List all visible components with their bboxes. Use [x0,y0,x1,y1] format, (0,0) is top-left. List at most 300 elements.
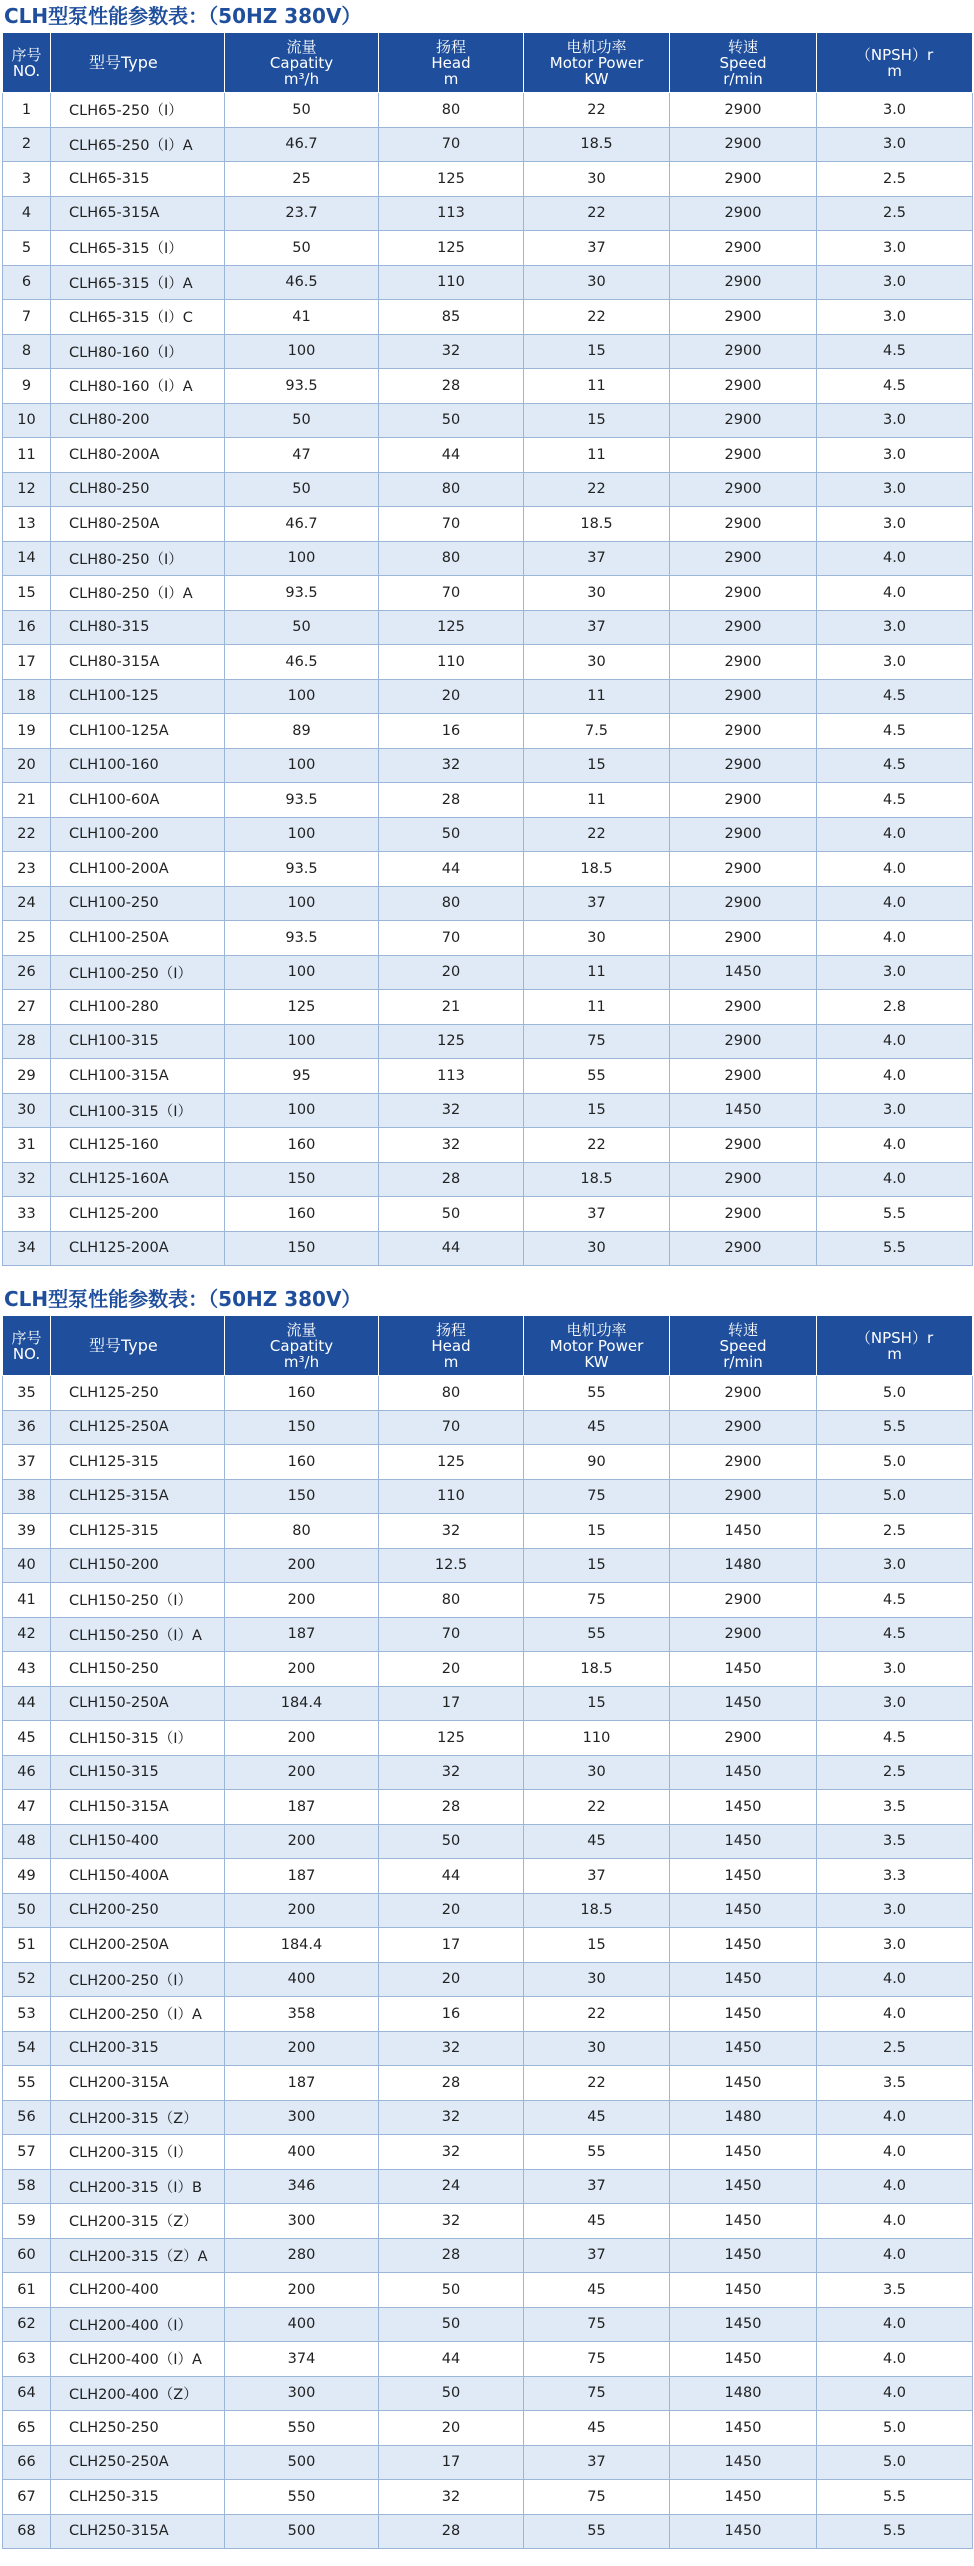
header-head [379,1316,524,1376]
cell-flow: 346 [225,2169,379,2204]
table-row [3,990,973,1025]
cell-speed: 1450 [670,1893,817,1928]
cell-head: 32 [379,334,524,369]
cell-npsh: 3.5 [817,2273,973,2308]
cell-no: 21 [3,783,51,818]
table-row [3,2238,973,2273]
cell-npsh: 4.0 [817,2376,973,2411]
cell-flow: 125 [225,990,379,1025]
cell-model: CLH200-400（I）A [51,2342,225,2377]
table-row [3,1893,973,1928]
cell-power: 37 [524,541,670,576]
header-label: 转速 [727,37,758,56]
cell-npsh: 3.0 [817,955,973,990]
cell-head: 20 [379,1652,524,1687]
header-label: m [887,1344,902,1363]
cell-head: 16 [379,1997,524,2032]
table-row [3,1059,973,1094]
table-row [3,1128,973,1163]
cell-flow: 100 [225,334,379,369]
cell-head: 44 [379,438,524,473]
cell-no: 37 [3,1445,51,1480]
table-row [3,1962,973,1997]
cell-head: 80 [379,93,524,128]
table-row [3,1755,973,1790]
table-row [3,610,973,645]
cell-power: 37 [524,610,670,645]
cell-flow: 93.5 [225,576,379,611]
cell-flow: 280 [225,2238,379,2273]
table-row [3,852,973,887]
cell-npsh: 3.5 [817,1790,973,1825]
cell-npsh: 4.0 [817,2135,973,2170]
cell-no: 10 [3,403,51,438]
cell-power: 15 [524,1928,670,1963]
cell-speed: 2900 [670,1162,817,1197]
cell-model: CLH100-200A [51,852,225,887]
cell-speed: 2900 [670,886,817,921]
cell-no: 59 [3,2204,51,2239]
table-row [3,1548,973,1583]
cell-power: 37 [524,2238,670,2273]
cell-npsh: 5.0 [817,1479,973,1514]
cell-no: 31 [3,1128,51,1163]
table-row [3,748,973,783]
cell-no: 14 [3,541,51,576]
header-npsh [817,1316,973,1376]
cell-no: 22 [3,817,51,852]
cell-power: 22 [524,1997,670,2032]
table-row [3,2307,973,2342]
table-row [3,403,973,438]
cell-speed: 2900 [670,679,817,714]
cell-head: 113 [379,1059,524,1094]
cell-head: 125 [379,610,524,645]
cell-no: 17 [3,645,51,680]
cell-npsh: 3.0 [817,1093,973,1128]
cell-no: 54 [3,2031,51,2066]
cell-npsh: 4.5 [817,1721,973,1756]
table-row [3,300,973,335]
cell-model: CLH65-250（I）A [51,127,225,162]
table-row [3,1162,973,1197]
cell-model: CLH65-315（I）A [51,265,225,300]
cell-no: 55 [3,2066,51,2101]
cell-npsh: 4.0 [817,1962,973,1997]
cell-no: 44 [3,1686,51,1721]
cell-head: 17 [379,1928,524,1963]
table-section-2 [0,1283,974,2549]
table-row [3,507,973,542]
cell-speed: 1450 [670,2066,817,2101]
cell-no: 3 [3,162,51,197]
cell-npsh: 3.0 [817,265,973,300]
header-label: 型号Type [89,52,158,72]
cell-head: 32 [379,1093,524,1128]
cell-flow: 95 [225,1059,379,1094]
cell-head: 125 [379,1721,524,1756]
cell-no: 8 [3,334,51,369]
cell-flow: 89 [225,714,379,749]
cell-no: 2 [3,127,51,162]
cell-npsh: 4.5 [817,783,973,818]
cell-model: CLH100-200 [51,817,225,852]
cell-npsh: 4.0 [817,541,973,576]
cell-npsh: 4.0 [817,1024,973,1059]
table-row [3,645,973,680]
table-row [3,1652,973,1687]
cell-head: 44 [379,2342,524,2377]
cell-no: 18 [3,679,51,714]
cell-no: 53 [3,1997,51,2032]
cell-model: CLH100-250 [51,886,225,921]
section-title: CLH型泵性能参数表：（50HZ 380V） [4,4,362,28]
cell-no: 49 [3,1859,51,1894]
cell-head: 28 [379,2238,524,2273]
cell-power: 45 [524,2273,670,2308]
cell-model: CLH65-315A [51,196,225,231]
cell-speed: 2900 [670,714,817,749]
cell-flow: 374 [225,2342,379,2377]
cell-model: CLH250-315 [51,2480,225,2515]
cell-speed: 2900 [670,127,817,162]
cell-speed: 1450 [670,1755,817,1790]
cell-flow: 200 [225,1824,379,1859]
cell-npsh: 2.5 [817,162,973,197]
cell-power: 11 [524,369,670,404]
cell-power: 30 [524,576,670,611]
cell-no: 25 [3,921,51,956]
header-label: 流量 [286,1320,317,1339]
table-row [3,1790,973,1825]
cell-head: 80 [379,472,524,507]
cell-power: 11 [524,783,670,818]
cell-head: 28 [379,369,524,404]
cell-npsh: 5.5 [817,1231,973,1266]
cell-no: 33 [3,1197,51,1232]
cell-model: CLH65-315 [51,162,225,197]
table-section-1 [0,0,974,1266]
header-speed [670,33,817,93]
header-no [3,33,51,93]
cell-head: 17 [379,1686,524,1721]
cell-npsh: 3.0 [817,231,973,266]
table-row [3,886,973,921]
cell-npsh: 3.0 [817,93,973,128]
cell-power: 75 [524,2480,670,2515]
cell-speed: 1450 [670,1824,817,1859]
cell-flow: 100 [225,955,379,990]
cell-head: 125 [379,231,524,266]
cell-no: 63 [3,2342,51,2377]
cell-no: 26 [3,955,51,990]
cell-speed: 2900 [670,1617,817,1652]
cell-speed: 2900 [670,817,817,852]
cell-flow: 187 [225,1617,379,1652]
cell-model: CLH125-250 [51,1376,225,1411]
cell-model: CLH100-250（I） [51,955,225,990]
cell-no: 30 [3,1093,51,1128]
cell-flow: 160 [225,1376,379,1411]
cell-npsh: 3.0 [817,1928,973,1963]
cell-power: 55 [524,2514,670,2549]
cell-no: 62 [3,2307,51,2342]
cell-power: 37 [524,1859,670,1894]
cell-power: 18.5 [524,127,670,162]
cell-no: 42 [3,1617,51,1652]
cell-speed: 1450 [670,1962,817,1997]
cell-no: 11 [3,438,51,473]
cell-speed: 1450 [670,1093,817,1128]
cell-flow: 500 [225,2514,379,2549]
cell-model: CLH100-160 [51,748,225,783]
cell-speed: 2900 [670,1128,817,1163]
cell-npsh: 3.3 [817,1859,973,1894]
cell-npsh: 5.5 [817,2514,973,2549]
cell-npsh: 3.0 [817,1686,973,1721]
cell-flow: 93.5 [225,921,379,956]
cell-power: 30 [524,1962,670,1997]
table-row [3,714,973,749]
cell-speed: 2900 [670,162,817,197]
cell-power: 15 [524,1686,670,1721]
cell-model: CLH100-125 [51,679,225,714]
cell-flow: 184.4 [225,1928,379,1963]
cell-npsh: 4.0 [817,2238,973,2273]
cell-no: 6 [3,265,51,300]
cell-flow: 100 [225,817,379,852]
cell-head: 44 [379,852,524,887]
cell-model: CLH80-160（I） [51,334,225,369]
cell-power: 22 [524,2066,670,2101]
cell-no: 66 [3,2445,51,2480]
cell-flow: 93.5 [225,369,379,404]
cell-model: CLH80-315A [51,645,225,680]
table-row [3,196,973,231]
cell-no: 50 [3,1893,51,1928]
cell-head: 125 [379,162,524,197]
cell-no: 51 [3,1928,51,1963]
cell-npsh: 4.0 [817,576,973,611]
cell-power: 55 [524,2135,670,2170]
header-label: KW [584,1352,609,1371]
header-label: m³/h [283,69,320,88]
cell-npsh: 4.0 [817,886,973,921]
table-row [3,2376,973,2411]
cell-speed: 2900 [670,1445,817,1480]
cell-no: 46 [3,1755,51,1790]
cell-no: 39 [3,1514,51,1549]
cell-flow: 200 [225,1721,379,1756]
cell-model: CLH100-315（I） [51,1093,225,1128]
cell-speed: 1450 [670,2273,817,2308]
cell-flow: 200 [225,2031,379,2066]
cell-speed: 1480 [670,2100,817,2135]
cell-flow: 500 [225,2445,379,2480]
cell-flow: 300 [225,2204,379,2239]
cell-head: 32 [379,2204,524,2239]
cell-speed: 1450 [670,1790,817,1825]
cell-head: 50 [379,1197,524,1232]
cell-power: 90 [524,1445,670,1480]
cell-no: 48 [3,1824,51,1859]
cell-power: 75 [524,1479,670,1514]
cell-npsh: 5.0 [817,2411,973,2446]
cell-power: 75 [524,1583,670,1618]
cell-head: 44 [379,1859,524,1894]
cell-head: 50 [379,2307,524,2342]
cell-npsh: 4.0 [817,1162,973,1197]
cell-model: CLH200-250 [51,1893,225,1928]
cell-npsh: 4.0 [817,2204,973,2239]
header-power [524,33,670,93]
cell-speed: 1450 [670,2514,817,2549]
cell-speed: 1450 [670,2342,817,2377]
cell-model: CLH200-315（Z） [51,2100,225,2135]
cell-head: 32 [379,748,524,783]
cell-power: 15 [524,1093,670,1128]
cell-npsh: 4.0 [817,2169,973,2204]
cell-flow: 400 [225,2135,379,2170]
cell-npsh: 4.0 [817,817,973,852]
cell-model: CLH200-315 [51,2031,225,2066]
cell-head: 50 [379,2376,524,2411]
cell-head: 32 [379,1755,524,1790]
cell-model: CLH80-200 [51,403,225,438]
cell-speed: 2900 [670,645,817,680]
cell-no: 40 [3,1548,51,1583]
cell-no: 65 [3,2411,51,2446]
cell-head: 32 [379,1128,524,1163]
cell-no: 27 [3,990,51,1025]
cell-flow: 41 [225,300,379,335]
cell-npsh: 2.8 [817,990,973,1025]
cell-no: 36 [3,1410,51,1445]
cell-flow: 187 [225,2066,379,2101]
cell-model: CLH125-315 [51,1514,225,1549]
cell-flow: 100 [225,1093,379,1128]
header-power [524,1316,670,1376]
cell-model: CLH150-250（I）A [51,1617,225,1652]
cell-power: 30 [524,162,670,197]
header-label: r/min [723,69,763,88]
cell-model: CLH250-250 [51,2411,225,2446]
cell-flow: 150 [225,1231,379,1266]
cell-npsh: 3.0 [817,610,973,645]
cell-speed: 2900 [670,93,817,128]
cell-flow: 50 [225,472,379,507]
table-row [3,1721,973,1756]
cell-head: 12.5 [379,1548,524,1583]
cell-model: CLH80-250 [51,472,225,507]
cell-power: 15 [524,334,670,369]
cell-power: 15 [524,1548,670,1583]
cell-power: 55 [524,1617,670,1652]
cell-no: 57 [3,2135,51,2170]
cell-head: 20 [379,2411,524,2446]
cell-model: CLH150-250 [51,1652,225,1687]
header-label: Speed [719,1336,767,1355]
cell-power: 15 [524,403,670,438]
cell-flow: 50 [225,403,379,438]
cell-model: CLH125-315A [51,1479,225,1514]
header-flow [225,1316,379,1376]
cell-speed: 1450 [670,2204,817,2239]
table-row [3,1997,973,2032]
cell-no: 12 [3,472,51,507]
header-label: Capatity [269,1336,334,1355]
cell-head: 28 [379,2066,524,2101]
cell-no: 19 [3,714,51,749]
cell-no: 16 [3,610,51,645]
table-row [3,679,973,714]
cell-speed: 2900 [670,576,817,611]
table-row [3,472,973,507]
cell-flow: 50 [225,93,379,128]
table-row [3,1824,973,1859]
cell-flow: 187 [225,1790,379,1825]
cell-speed: 2900 [670,403,817,438]
table-row [3,1583,973,1618]
table-row [3,265,973,300]
table-row [3,2411,973,2446]
cell-head: 50 [379,2273,524,2308]
cell-model: CLH200-315（Z）A [51,2238,225,2273]
cell-model: CLH65-315（I） [51,231,225,266]
cell-no: 1 [3,93,51,128]
cell-npsh: 3.5 [817,1824,973,1859]
table-row [3,1376,973,1411]
cell-no: 61 [3,2273,51,2308]
table-row [3,783,973,818]
cell-head: 50 [379,817,524,852]
table-row [3,231,973,266]
cell-speed: 2900 [670,1583,817,1618]
cell-no: 7 [3,300,51,335]
cell-no: 29 [3,1059,51,1094]
cell-npsh: 2.5 [817,1755,973,1790]
cell-speed: 2900 [670,265,817,300]
cell-power: 45 [524,1824,670,1859]
cell-power: 30 [524,265,670,300]
cell-model: CLH200-315（Z） [51,2204,225,2239]
cell-flow: 184.4 [225,1686,379,1721]
header-label: NO. [12,61,41,80]
cell-head: 32 [379,2100,524,2135]
cell-no: 47 [3,1790,51,1825]
cell-speed: 2900 [670,1059,817,1094]
cell-head: 80 [379,541,524,576]
cell-flow: 100 [225,886,379,921]
table-row [3,2514,973,2549]
table-row [3,541,973,576]
cell-speed: 2900 [670,507,817,542]
cell-head: 80 [379,886,524,921]
cell-power: 75 [524,2376,670,2411]
cell-model: CLH80-250（I） [51,541,225,576]
cell-model: CLH100-315A [51,1059,225,1094]
cell-npsh: 4.5 [817,714,973,749]
cell-power: 30 [524,2031,670,2066]
cell-speed: 2900 [670,438,817,473]
performance-table [2,32,973,1266]
cell-npsh: 5.0 [817,1376,973,1411]
cell-flow: 50 [225,610,379,645]
table-row [3,1410,973,1445]
cell-speed: 2900 [670,472,817,507]
cell-power: 75 [524,1024,670,1059]
cell-head: 70 [379,1617,524,1652]
